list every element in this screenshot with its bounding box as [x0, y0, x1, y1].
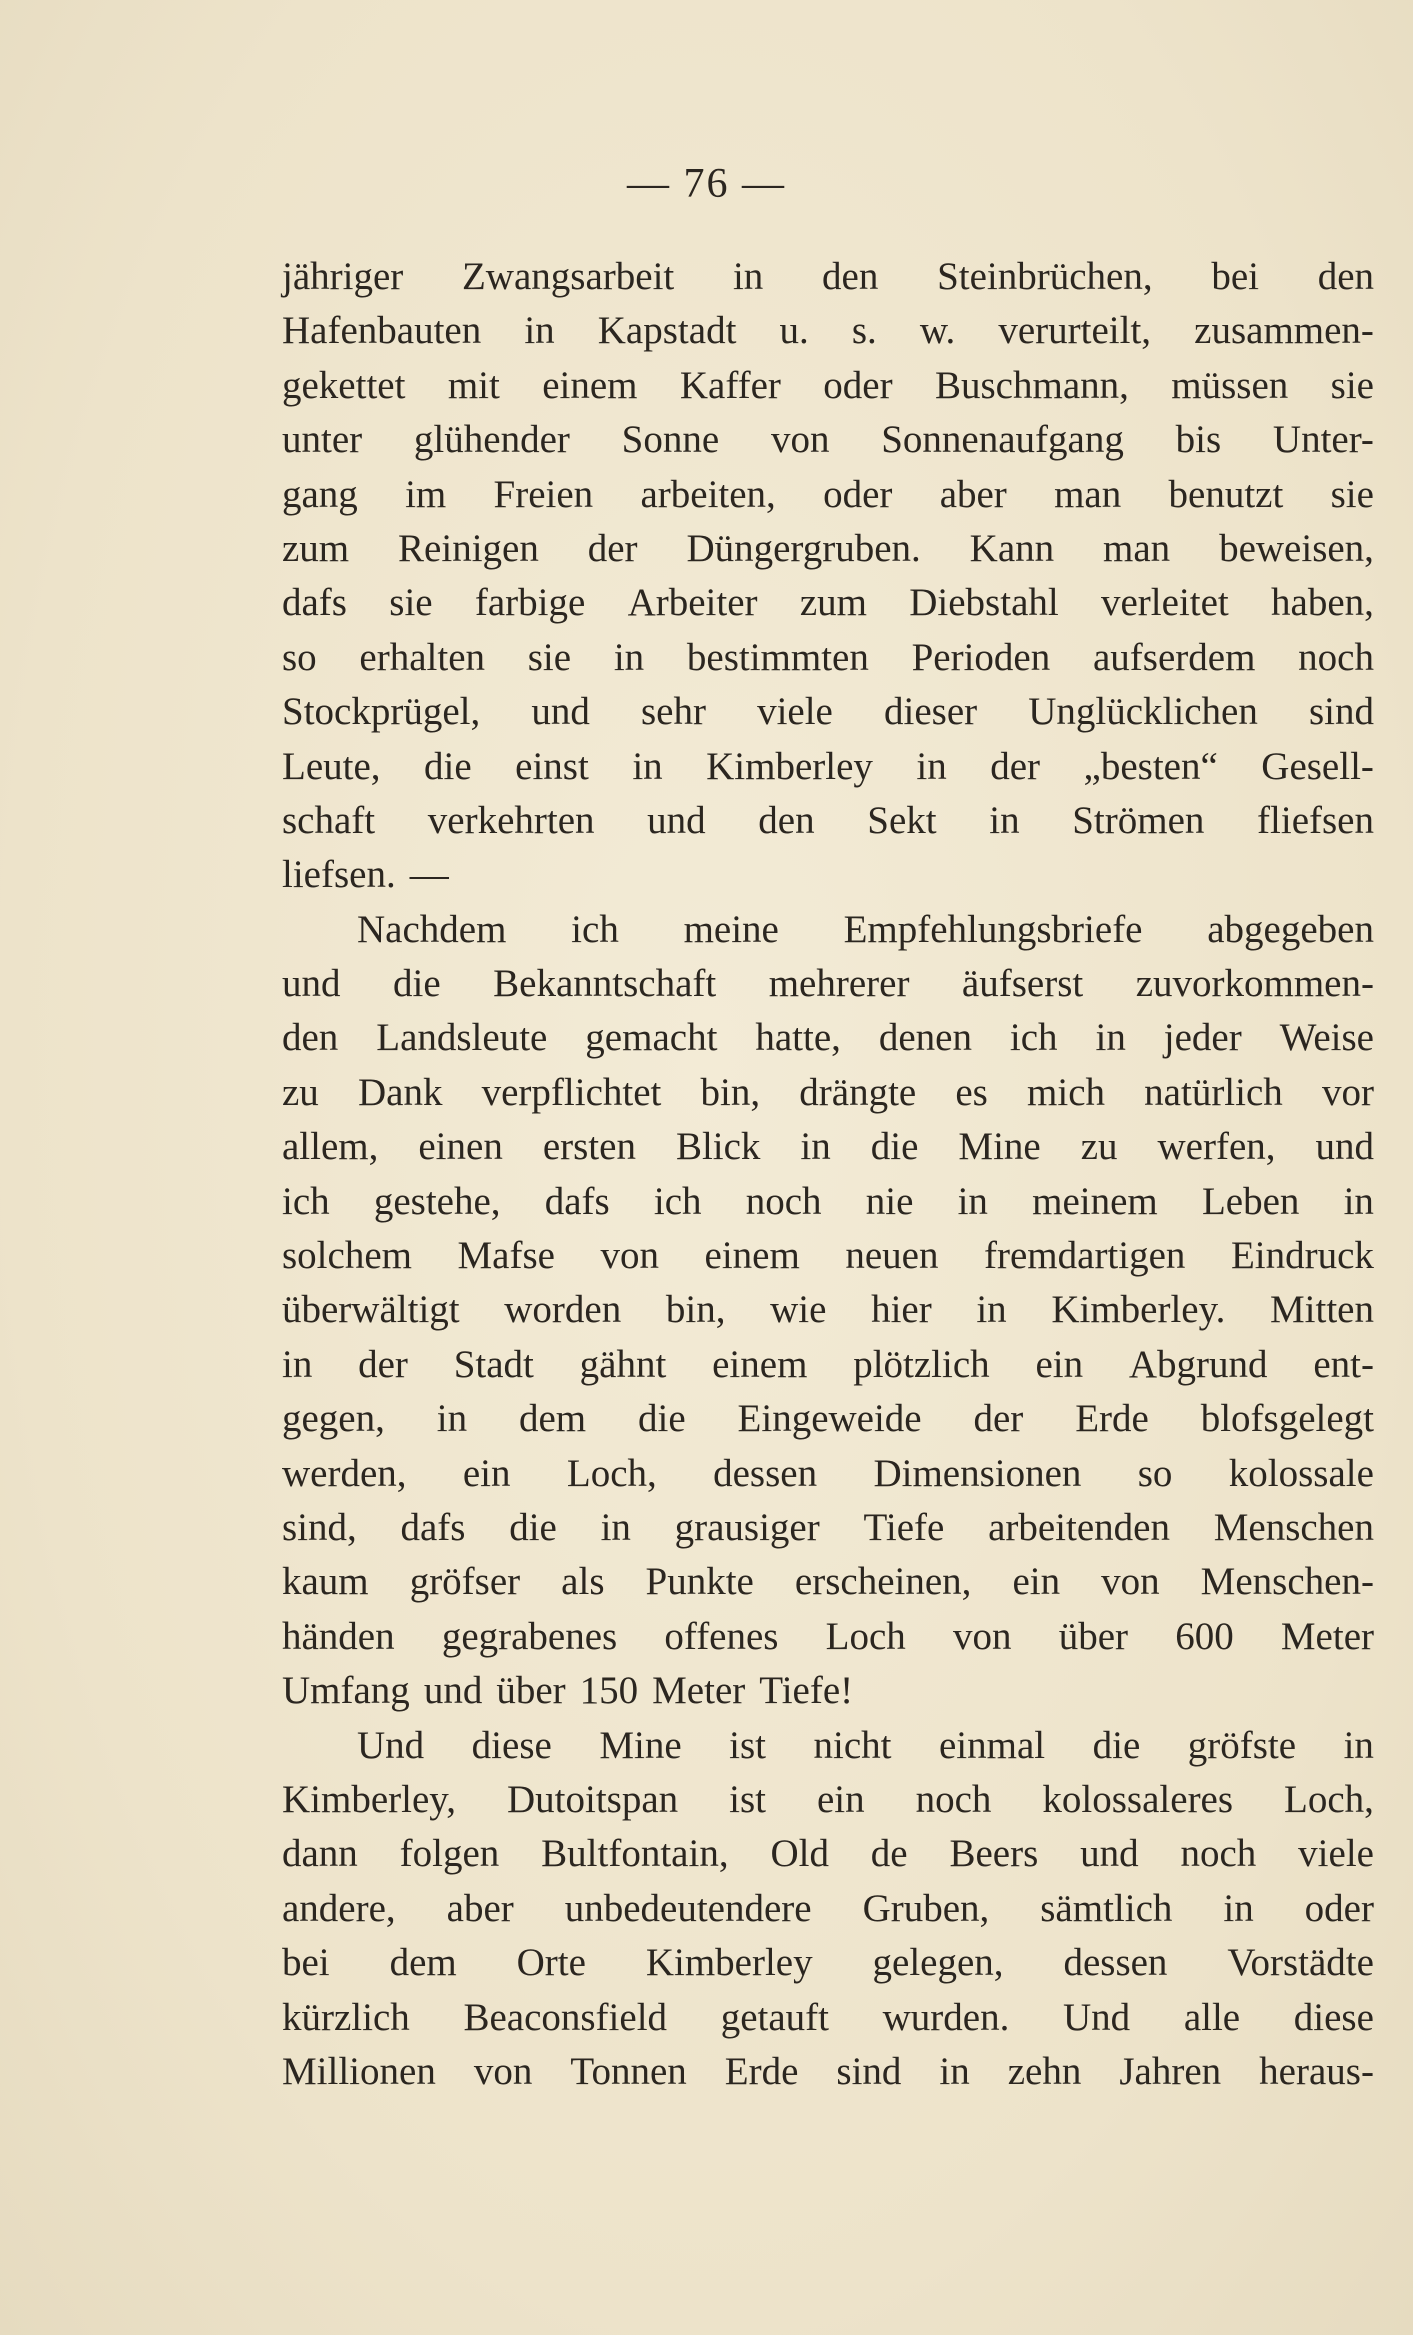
- word: oder: [823, 472, 893, 516]
- word: in: [1343, 1723, 1374, 1767]
- word: und: [423, 1669, 483, 1713]
- word: sind: [836, 2049, 902, 2093]
- word: ein: [1035, 1342, 1084, 1386]
- word: zu: [1080, 1125, 1118, 1169]
- word: Millionen: [282, 2049, 436, 2093]
- word: Nachdem: [357, 907, 507, 951]
- word: Abgrund: [1128, 1342, 1268, 1386]
- word: äufserst: [961, 962, 1084, 1006]
- word: dem: [518, 1397, 587, 1441]
- body-text: [282, 250, 1374, 2099]
- word: es: [955, 1070, 988, 1114]
- word: 150: [579, 1669, 639, 1713]
- text-line: [282, 250, 1374, 304]
- word: von: [600, 1234, 659, 1278]
- text-line: [282, 685, 1374, 739]
- word: Perioden: [911, 635, 1051, 679]
- word: Meter: [1280, 1614, 1374, 1658]
- word: 600: [1175, 1614, 1234, 1658]
- word: einen: [418, 1125, 503, 1169]
- word: in: [632, 744, 663, 788]
- word: viele: [1298, 1832, 1374, 1876]
- text-line: [282, 794, 1374, 848]
- word: und: [531, 690, 590, 734]
- word: Mafse: [457, 1234, 555, 1278]
- word: glühender: [413, 418, 570, 462]
- word: diese: [1293, 1995, 1374, 2039]
- word: Kann: [969, 526, 1055, 570]
- text-line: [282, 1501, 1374, 1555]
- word: Gesell-: [1261, 744, 1374, 788]
- word: verurteilt,: [998, 309, 1152, 353]
- word: fliefsen: [1257, 798, 1374, 842]
- word: drängte: [799, 1070, 917, 1114]
- word: so: [1137, 1451, 1173, 1495]
- text-line: [282, 1827, 1374, 1881]
- word: Erde: [1075, 1397, 1149, 1441]
- word: dieser: [884, 690, 978, 734]
- word: einmal: [938, 1723, 1046, 1767]
- word: oder: [1304, 1886, 1374, 1930]
- word: über: [1058, 1614, 1128, 1658]
- text-line: [282, 1991, 1374, 2045]
- word: gähnt: [579, 1342, 667, 1386]
- word: Und: [1063, 1995, 1131, 2039]
- word: Mitten: [1269, 1288, 1374, 1332]
- word: Weise: [1279, 1016, 1374, 1060]
- word: unter: [282, 418, 363, 462]
- word: neuen: [845, 1234, 939, 1278]
- word: verleitet: [1101, 581, 1229, 625]
- word: „besten“: [1083, 744, 1218, 788]
- text-line: [282, 1066, 1374, 1120]
- word: Tonnen: [570, 2049, 687, 2093]
- word: dafs: [282, 581, 347, 625]
- word: Kimberley: [645, 1941, 813, 1985]
- word: der: [587, 526, 638, 570]
- text-line: [282, 740, 1374, 794]
- word: zusammen-: [1194, 309, 1374, 353]
- word: Leben: [1201, 1179, 1300, 1223]
- word: ist: [729, 1723, 766, 1767]
- text-line: [282, 1392, 1374, 1446]
- word: dafs: [400, 1505, 466, 1549]
- word: Sonnenaufgang: [881, 418, 1124, 462]
- word: einem: [712, 1342, 808, 1386]
- word: der: [990, 744, 1041, 788]
- word: die: [509, 1505, 557, 1549]
- word: Meter: [652, 1669, 746, 1713]
- word: den: [758, 798, 815, 842]
- text-line: [282, 1773, 1374, 1827]
- word: fremdartigen: [984, 1234, 1186, 1278]
- word: schaft: [282, 798, 376, 842]
- word: Bultfontain,: [541, 1832, 729, 1876]
- word: den: [282, 1016, 339, 1060]
- word: sie: [1330, 363, 1374, 407]
- word: Eindruck: [1230, 1234, 1374, 1278]
- word: kolossaleres: [1042, 1777, 1234, 1821]
- word: liefsen.: [282, 853, 396, 897]
- word: sämtlich: [1040, 1886, 1173, 1930]
- word: Kimberley.: [1051, 1288, 1226, 1332]
- word: noch: [745, 1179, 822, 1223]
- word: verkehrten: [427, 798, 595, 842]
- word: de: [870, 1832, 908, 1876]
- word: man: [1103, 526, 1171, 570]
- text-line: [282, 1610, 1374, 1664]
- word: Kaffer: [679, 363, 781, 407]
- word: in: [613, 635, 645, 679]
- text-line: [282, 1936, 1374, 1990]
- word: getauft: [720, 1995, 829, 2039]
- text-line: [282, 957, 1374, 1011]
- word: Dimensionen: [873, 1451, 1082, 1495]
- word: in: [436, 1397, 468, 1441]
- word: Reinigen: [398, 526, 539, 570]
- text-line: [282, 1175, 1374, 1229]
- word: haben,: [1271, 581, 1374, 625]
- word: Beaconsfield: [463, 1995, 668, 2039]
- word: ich: [1009, 1016, 1058, 1060]
- word: Stadt: [453, 1342, 534, 1386]
- word: plötzlich: [853, 1342, 990, 1386]
- word: farbige: [474, 581, 586, 625]
- word: Dank: [357, 1070, 443, 1114]
- word: werden,: [282, 1451, 407, 1495]
- word: von: [953, 1614, 1012, 1658]
- word: und: [1315, 1125, 1374, 1169]
- word: in: [976, 1288, 1007, 1332]
- word: in: [1095, 1016, 1126, 1060]
- text-line: [282, 2045, 1374, 2099]
- word: grausiger: [674, 1505, 820, 1549]
- text-line: [282, 1283, 1374, 1337]
- word: heraus-: [1259, 2049, 1374, 2093]
- word: Mine: [958, 1125, 1041, 1169]
- word: so: [282, 635, 317, 679]
- word: sie: [1330, 472, 1374, 516]
- text-line: [282, 1555, 1374, 1609]
- word: Dutoitspan: [506, 1777, 679, 1821]
- word: gemacht: [585, 1016, 718, 1060]
- word: zehn: [1007, 2049, 1082, 2093]
- word: denen: [878, 1016, 972, 1060]
- text-line: [282, 903, 1374, 957]
- word: Arbeiter: [627, 581, 758, 625]
- text-line: [282, 522, 1374, 576]
- word: zum: [282, 526, 350, 570]
- word: die: [424, 744, 472, 788]
- word: benutzt: [1168, 472, 1284, 516]
- word: bin,: [665, 1288, 726, 1332]
- word: nie: [865, 1179, 914, 1223]
- word: in: [1223, 1886, 1254, 1930]
- word: den: [822, 255, 879, 298]
- word: ein: [462, 1451, 511, 1495]
- word: noch: [1180, 1832, 1257, 1876]
- word: Loch,: [1284, 1777, 1374, 1821]
- word: in: [989, 798, 1020, 842]
- word: unbedeutendere: [564, 1886, 812, 1930]
- word: sind: [1308, 690, 1374, 734]
- word: vor: [1321, 1070, 1374, 1114]
- word: zuvorkommen-: [1135, 962, 1374, 1006]
- word: meine: [683, 907, 779, 951]
- word: und: [282, 962, 341, 1006]
- word: Unglücklichen: [1028, 690, 1258, 734]
- word: bestimmten: [686, 635, 869, 679]
- word: Bekanntschaft: [493, 962, 717, 1006]
- word: man: [1054, 472, 1122, 516]
- word: natürlich: [1144, 1070, 1283, 1114]
- word: Gruben,: [862, 1886, 990, 1930]
- word: zu: [282, 1070, 319, 1114]
- word: die: [638, 1397, 686, 1441]
- word: zum: [799, 581, 867, 625]
- word: Düngergruben.: [686, 526, 921, 570]
- word: gröfser: [409, 1560, 521, 1604]
- word: gegen,: [282, 1397, 385, 1441]
- word: Kimberley,: [282, 1777, 456, 1821]
- word: und: [1080, 1832, 1139, 1876]
- word: händen: [282, 1614, 395, 1658]
- word: hatte,: [755, 1016, 841, 1060]
- text-line: [282, 468, 1374, 522]
- word: müssen: [1171, 363, 1289, 407]
- word: gekettet: [282, 363, 406, 407]
- word: dem: [389, 1941, 457, 1985]
- text-line: [282, 1447, 1374, 1501]
- word: mit: [447, 363, 500, 407]
- text-line: [282, 1719, 1374, 1773]
- word: über: [496, 1669, 566, 1713]
- word: Vorstädte: [1227, 1941, 1374, 1985]
- word: allem,: [282, 1125, 379, 1169]
- word: Strömen: [1072, 798, 1205, 842]
- word: ein: [816, 1777, 865, 1821]
- word: Umfang: [282, 1669, 410, 1713]
- word: Loch: [825, 1614, 906, 1658]
- word: bin,: [700, 1070, 761, 1114]
- word: erscheinen,: [794, 1560, 972, 1604]
- word: in: [524, 309, 555, 353]
- word: Leute,: [282, 744, 381, 788]
- word: von: [1101, 1560, 1160, 1604]
- word: oder: [823, 363, 893, 407]
- word: Stockprügel,: [282, 690, 481, 734]
- word: meinem: [1032, 1179, 1158, 1223]
- text-line: [282, 1338, 1374, 1392]
- word: Old: [770, 1832, 829, 1876]
- text-line: [282, 1011, 1374, 1065]
- word: kolossale: [1228, 1451, 1374, 1495]
- word: Erde: [724, 2049, 799, 2093]
- word: Landsleute: [376, 1016, 548, 1060]
- word: folgen: [399, 1832, 500, 1876]
- word: Freien: [493, 472, 594, 516]
- word: sie: [389, 581, 433, 625]
- word: in: [916, 744, 947, 788]
- word: Buschmann,: [934, 363, 1129, 407]
- word: und: [647, 798, 706, 842]
- word: dessen: [1063, 1941, 1168, 1985]
- word: Loch,: [566, 1451, 657, 1495]
- word: jähriger: [282, 255, 404, 298]
- word: erhalten: [359, 635, 486, 679]
- word: einem: [542, 363, 638, 407]
- word: blofsgelegt: [1200, 1397, 1374, 1441]
- word: von: [770, 418, 830, 462]
- word: gelegen,: [872, 1941, 1004, 1985]
- text-line: [282, 1664, 1374, 1718]
- text-line: [282, 576, 1374, 630]
- word: Kimberley: [706, 744, 873, 788]
- word: u.: [779, 309, 809, 353]
- word: solchem: [282, 1234, 412, 1278]
- word: dann: [282, 1832, 358, 1876]
- word: Mine: [599, 1723, 682, 1767]
- text-line: [282, 304, 1374, 358]
- word: in: [939, 2049, 970, 2093]
- word: bis: [1175, 418, 1222, 462]
- word: gestehe,: [373, 1179, 501, 1223]
- word: mehrerer: [768, 962, 910, 1006]
- text-line: [282, 359, 1374, 413]
- word: aufserdem: [1092, 635, 1256, 679]
- word: abgegeben: [1207, 907, 1374, 951]
- word: in: [600, 1505, 631, 1549]
- word: kürzlich: [282, 1995, 410, 2039]
- word: s.: [851, 309, 877, 353]
- word: überwältigt: [282, 1288, 460, 1332]
- word: den: [1317, 255, 1374, 298]
- word: mich: [1027, 1070, 1106, 1114]
- word: Steinbrüchen,: [937, 255, 1153, 298]
- word: Sonne: [621, 418, 720, 462]
- word: Kapstadt: [597, 309, 737, 353]
- word: Menschen-: [1200, 1560, 1374, 1604]
- word: ist: [729, 1777, 766, 1821]
- word: Tiefe: [863, 1505, 945, 1549]
- word: Menschen: [1213, 1505, 1374, 1549]
- word: bei: [1211, 255, 1259, 298]
- text-line: [282, 1120, 1374, 1174]
- word: einem: [704, 1234, 800, 1278]
- word: Blick: [675, 1125, 761, 1169]
- word: ent-: [1313, 1342, 1374, 1386]
- word: worden: [504, 1288, 622, 1332]
- word: im: [405, 472, 447, 516]
- word: Beers: [949, 1832, 1039, 1876]
- word: sehr: [640, 690, 706, 734]
- word: werfen,: [1157, 1125, 1276, 1169]
- word: dafs: [544, 1179, 610, 1223]
- word: jeder: [1163, 1016, 1242, 1060]
- word: die: [392, 962, 441, 1006]
- word: aber: [446, 1886, 514, 1930]
- word: beweisen,: [1219, 526, 1374, 570]
- word: ich: [653, 1179, 702, 1223]
- text-line: [282, 631, 1374, 685]
- word: Sekt: [867, 798, 937, 842]
- word: Hafenbauten: [282, 309, 482, 353]
- word: ein: [1012, 1560, 1061, 1604]
- word: verpflichtet: [481, 1070, 662, 1114]
- word: Eingeweide: [737, 1397, 922, 1441]
- word: Empfehlungsbriefe: [843, 907, 1143, 951]
- word: bei: [282, 1941, 330, 1985]
- word: andere,: [282, 1886, 396, 1930]
- word: Diebstahl: [909, 581, 1059, 625]
- word: noch: [1298, 635, 1374, 679]
- word: als: [561, 1560, 605, 1604]
- word: Tiefe!: [759, 1669, 854, 1713]
- word: offenes: [664, 1614, 779, 1658]
- text-line: [282, 848, 1374, 902]
- word: hier: [871, 1288, 932, 1332]
- word: der: [973, 1397, 1024, 1441]
- word: gegrabenes: [441, 1614, 618, 1658]
- word: in: [957, 1179, 988, 1223]
- page-number: — 76 —: [627, 161, 786, 207]
- word: Punkte: [645, 1560, 754, 1604]
- word: aber: [939, 472, 1007, 516]
- word: Zwangsarbeit: [461, 255, 675, 298]
- word: noch: [915, 1777, 992, 1821]
- word: gröfste: [1187, 1723, 1297, 1767]
- word: einst: [515, 744, 589, 788]
- word: in: [800, 1125, 831, 1169]
- word: gang: [282, 472, 358, 516]
- word: viele: [757, 690, 833, 734]
- word: diese: [471, 1723, 552, 1767]
- word: alle: [1183, 1995, 1241, 2039]
- word: arbeiten,: [640, 472, 776, 516]
- word: ich: [571, 907, 619, 951]
- word: Jahren: [1119, 2049, 1222, 2093]
- word: —: [409, 853, 449, 897]
- word: von: [473, 2049, 533, 2093]
- word: arbeitenden: [988, 1505, 1170, 1549]
- word: wurden.: [882, 1995, 1010, 2039]
- word: Orte: [516, 1941, 586, 1985]
- word: die: [870, 1125, 919, 1169]
- word: in: [732, 255, 764, 298]
- text-line: [282, 413, 1374, 467]
- word: wie: [770, 1288, 827, 1332]
- word: ich: [282, 1179, 330, 1223]
- word: kaum: [282, 1560, 369, 1604]
- word: w.: [919, 309, 956, 353]
- word: in: [1343, 1179, 1374, 1223]
- word: in: [282, 1342, 313, 1386]
- text-line: [282, 1229, 1374, 1283]
- word: sind,: [282, 1505, 357, 1549]
- word: der: [358, 1342, 408, 1386]
- word: dessen: [713, 1451, 818, 1495]
- word: nicht: [813, 1723, 892, 1767]
- word: die: [1092, 1723, 1141, 1767]
- word: ersten: [542, 1125, 636, 1169]
- word: sie: [527, 635, 572, 679]
- word: Und: [357, 1723, 425, 1767]
- text-line: [282, 1882, 1374, 1936]
- word: Unter-: [1272, 418, 1374, 462]
